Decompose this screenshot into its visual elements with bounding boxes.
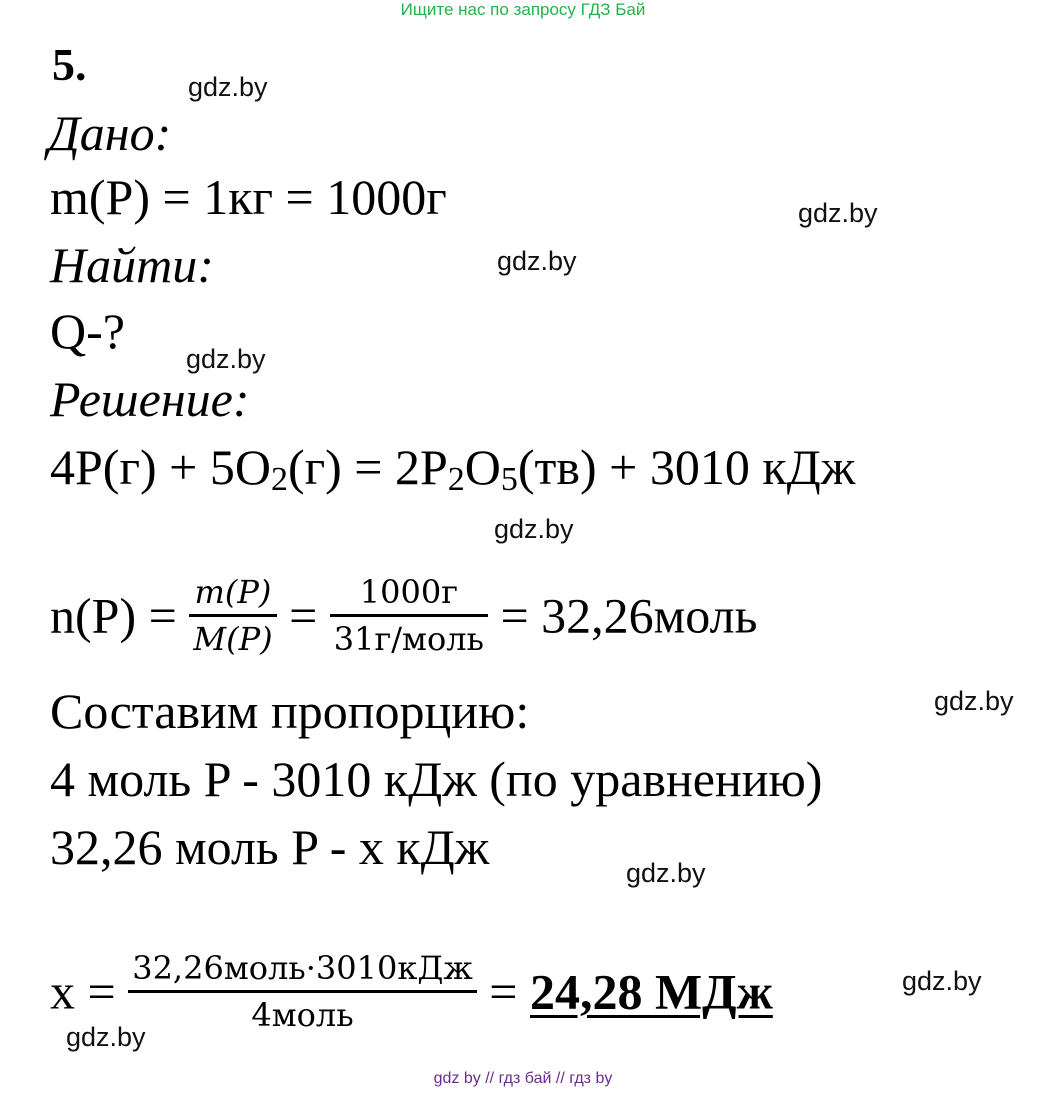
proportion-line-1: 4 моль P - 3010 кДж (по уравнению): [50, 751, 823, 807]
equation-sub-b: 2: [447, 461, 465, 498]
find-value: Q-?: [50, 303, 125, 359]
equation-part-c: O: [464, 439, 501, 495]
equation-part-a: 4P(г) + 5O: [50, 439, 271, 495]
footer-links: gdz by // гдз бай // гдз by: [433, 1070, 613, 1087]
fraction-denominator: M(P): [193, 620, 273, 658]
x-denominator: 4моль: [251, 996, 354, 1034]
watermark: gdz.by: [186, 344, 266, 374]
reaction-equation: [50, 439, 856, 498]
x-equals: =: [489, 963, 518, 1020]
watermark: gdz.by: [902, 966, 982, 996]
fraction-numerator-value: 1000г: [330, 570, 488, 617]
moles-calculation: [50, 570, 757, 661]
problem-number: 5.: [52, 39, 87, 90]
fraction-numerator: m(P): [189, 570, 276, 617]
watermark: gdz.by: [934, 686, 1014, 716]
top-banner: Ищите нас по запросу ГДЗ Бай: [400, 0, 646, 19]
moles-lhs: n(P) =: [50, 587, 177, 644]
fraction-values: [330, 570, 488, 661]
given-label: Дано:: [48, 105, 172, 161]
fraction-denominator-value: 31г/моль: [333, 620, 484, 658]
equation-part-b: (г) = 2P: [287, 439, 448, 495]
proportion-line-2: 32,26 моль P - x кДж: [50, 819, 490, 875]
watermark: gdz.by: [497, 246, 577, 276]
proportion-label: Составим пропорцию:: [50, 683, 530, 739]
x-calculation: [50, 946, 773, 1037]
final-answer: 24,28 МДж: [529, 963, 773, 1020]
watermark: gdz.by: [494, 514, 574, 544]
fraction-mass-over-molar: [189, 570, 276, 661]
watermark: gdz.by: [798, 198, 878, 228]
given-value: m(P) = 1кг = 1000г: [50, 169, 447, 225]
x-lhs: x =: [50, 963, 116, 1020]
equation-sub-a: 2: [270, 461, 288, 498]
watermark: gdz.by: [66, 1022, 146, 1052]
x-numerator: 32,26моль·3010кДж: [128, 946, 477, 993]
watermark: gdz.by: [626, 858, 706, 888]
find-label: Найти:: [50, 237, 214, 293]
equation-sub-c: 5: [500, 461, 518, 498]
moles-result: = 32,26моль: [500, 587, 758, 644]
equation-part-d: (тв) + 3010 кДж: [517, 439, 856, 495]
fraction-x: [128, 946, 477, 1037]
watermark: gdz.by: [188, 72, 268, 102]
equals-sign: =: [289, 587, 318, 644]
solution-label: Решение:: [50, 371, 250, 427]
